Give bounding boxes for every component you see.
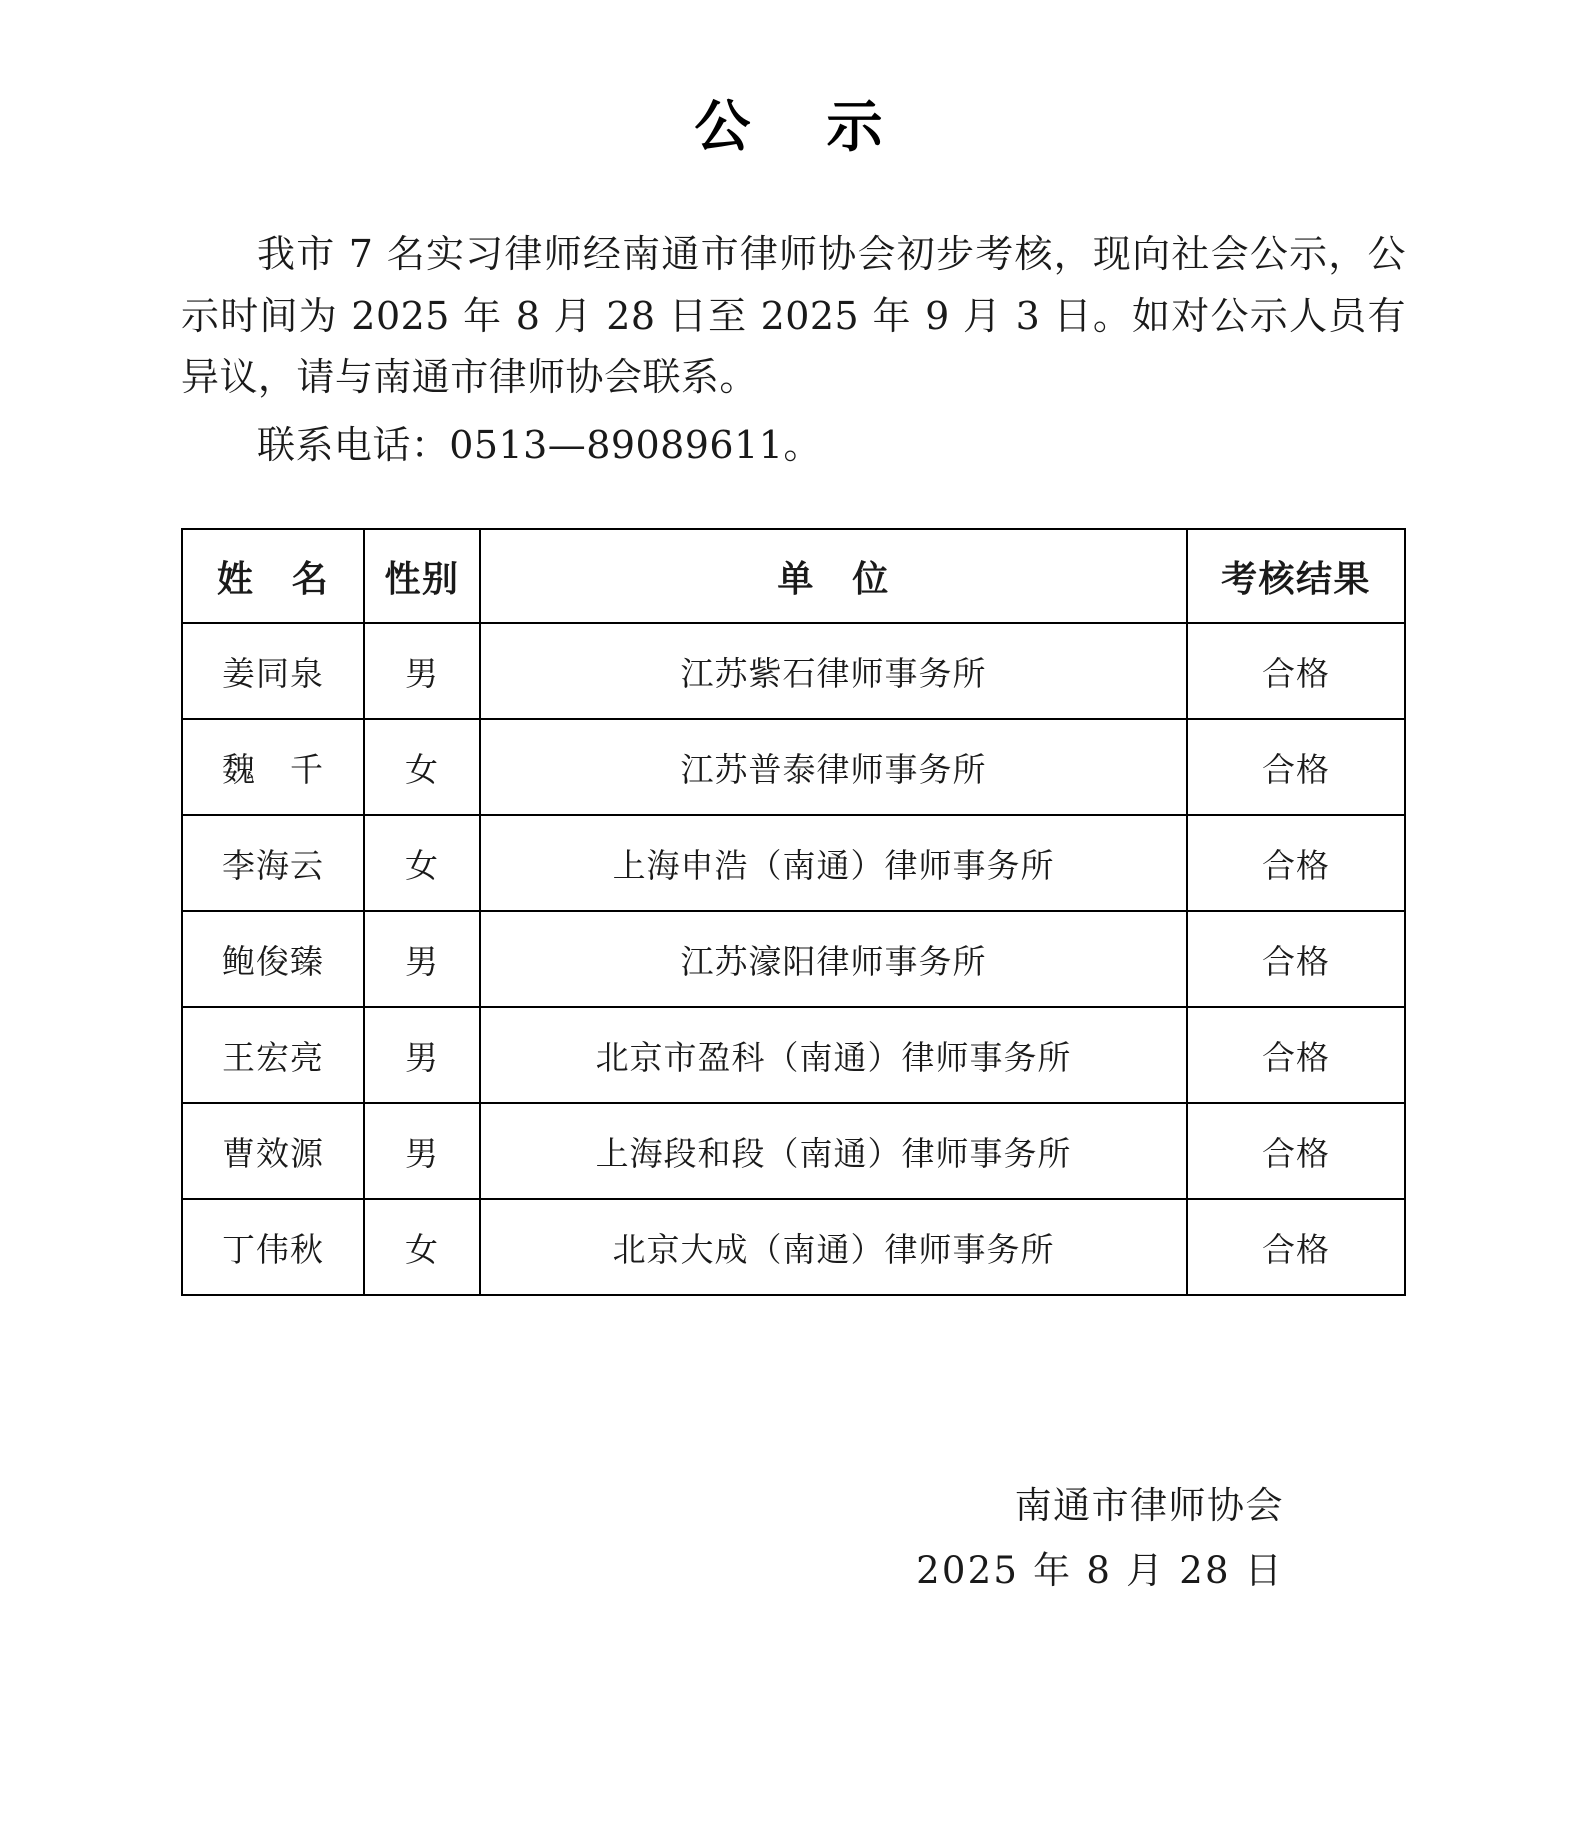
table-row xyxy=(182,623,1405,719)
cell-result: 合格 xyxy=(1187,911,1405,1007)
table-row xyxy=(182,719,1405,815)
cell-gender: 男 xyxy=(364,623,480,719)
column-header-result: 考核结果 xyxy=(1187,529,1405,623)
notice-body xyxy=(181,162,1406,476)
cell-result: 合格 xyxy=(1187,1007,1405,1103)
cell-result: 合格 xyxy=(1187,719,1405,815)
cell-gender: 女 xyxy=(364,815,480,911)
cell-firm: 江苏濠阳律师事务所 xyxy=(480,911,1187,1007)
cell-result: 合格 xyxy=(1187,1103,1405,1199)
column-header-firm: 单 位 xyxy=(480,529,1187,623)
roster-table-wrap xyxy=(181,528,1406,1296)
cell-gender: 女 xyxy=(364,1199,480,1295)
cell-result: 合格 xyxy=(1187,1199,1405,1295)
column-header-gender: 性别 xyxy=(364,529,480,623)
cell-name: 姜同泉 xyxy=(182,623,364,719)
table-header-row xyxy=(182,529,1405,623)
table-row xyxy=(182,1199,1405,1295)
table-row xyxy=(182,815,1405,911)
column-header-name: 姓 名 xyxy=(182,529,364,623)
cell-name: 李海云 xyxy=(182,815,364,911)
cell-firm: 上海申浩（南通）律师事务所 xyxy=(480,815,1187,911)
issue-date: 2025 年 8 月 28 日 xyxy=(916,1548,1284,1592)
cell-name: 王宏亮 xyxy=(182,1007,364,1103)
cell-firm: 北京市盈科（南通）律师事务所 xyxy=(480,1007,1187,1103)
cell-result: 合格 xyxy=(1187,815,1405,911)
cell-result: 合格 xyxy=(1187,623,1405,719)
issuing-organization: 南通市律师协会 xyxy=(1014,1484,1284,1528)
cell-gender: 男 xyxy=(364,1007,480,1103)
cell-firm: 北京大成（南通）律师事务所 xyxy=(480,1199,1187,1295)
cell-firm: 江苏紫石律师事务所 xyxy=(480,623,1187,719)
cell-gender: 男 xyxy=(364,911,480,1007)
notice-paragraph-1: 我市 7 名实习律师经南通市律师协会初步考核，现向社会公示，公示时间为 2025 年 8 月 28 日至 2025 年 9 月 3 日。如对公示人员有异议，请与南通市律师协会联系。 xyxy=(181,232,1406,400)
table-row xyxy=(182,1103,1405,1199)
cell-firm: 上海段和段（南通）律师事务所 xyxy=(480,1103,1187,1199)
cell-gender: 男 xyxy=(364,1103,480,1199)
table-row xyxy=(182,911,1405,1007)
cell-firm: 江苏普泰律师事务所 xyxy=(480,719,1187,815)
cell-name: 丁伟秋 xyxy=(182,1199,364,1295)
signature-block xyxy=(181,1296,1406,1604)
cell-name: 魏 千 xyxy=(182,719,364,815)
notice-paragraph-contact: 联系电话：0513—89089611。 xyxy=(257,422,822,467)
table-row xyxy=(182,1007,1405,1103)
roster-table xyxy=(181,528,1406,1296)
cell-name: 鲍俊臻 xyxy=(182,911,364,1007)
roster-table-body xyxy=(182,623,1405,1295)
page-title: 公 示 xyxy=(694,94,893,160)
cell-name: 曹效源 xyxy=(182,1103,364,1199)
cell-gender: 女 xyxy=(364,719,480,815)
